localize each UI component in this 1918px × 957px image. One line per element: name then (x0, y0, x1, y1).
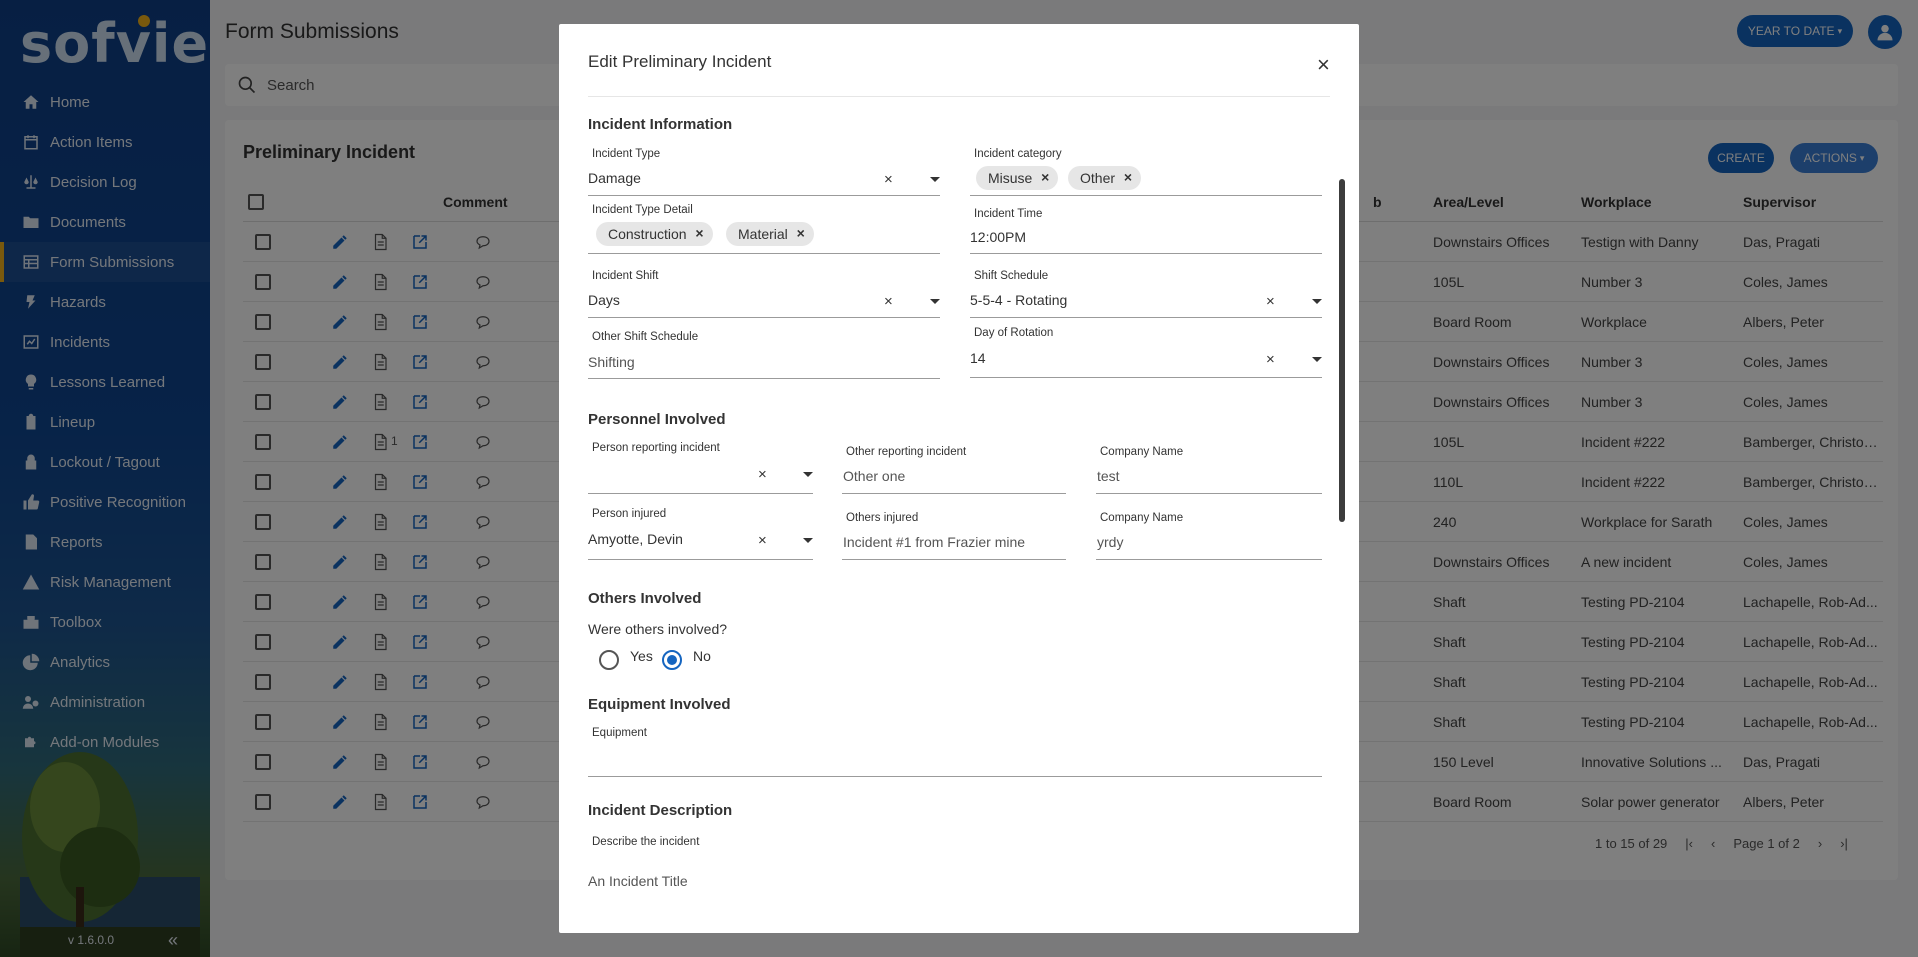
radio-no[interactable] (662, 650, 682, 670)
chip-misuse (976, 166, 1058, 190)
caret-down-icon[interactable] (1312, 357, 1322, 362)
field-value: Shifting (588, 354, 635, 370)
caret-down-icon[interactable] (930, 299, 940, 304)
clear-icon[interactable]: × (758, 532, 767, 549)
chip-remove-icon[interactable]: × (796, 225, 805, 241)
modal-divider (588, 96, 1330, 97)
section-others-involved: Others Involved (588, 590, 702, 607)
section-incident-description: Incident Description (588, 802, 733, 819)
field-label: Others injured (846, 512, 919, 524)
person-reporting-select[interactable] (588, 442, 813, 494)
field-label: Incident Shift (592, 270, 659, 282)
day-of-rotation-select[interactable] (970, 327, 1322, 378)
field-value: Incident #1 from Frazier mine (843, 534, 1026, 550)
field-value: Other one (843, 468, 906, 484)
other-reporting-field[interactable] (842, 446, 1066, 494)
incident-category-select[interactable] (970, 148, 1322, 196)
clear-icon[interactable]: × (1266, 351, 1275, 368)
chip-remove-icon[interactable]: × (1123, 169, 1133, 185)
section-incident-information: Incident Information (588, 116, 733, 133)
chip-remove-icon[interactable]: × (1041, 169, 1050, 185)
person-injured-select[interactable] (588, 508, 813, 560)
field-label: Day of Rotation (974, 327, 1054, 339)
modal-scrollbar[interactable] (1339, 179, 1345, 522)
close-icon[interactable]: × (1317, 52, 1330, 77)
incident-shift-select[interactable] (588, 270, 940, 318)
clear-icon[interactable]: × (884, 171, 893, 188)
clear-icon[interactable]: × (758, 466, 767, 483)
field-value: 12:00PM (970, 229, 1027, 245)
describe-incident-label: Describe the incident (592, 836, 700, 848)
section-personnel-involved: Personnel Involved (588, 411, 726, 428)
section-equipment-involved: Equipment Involved (588, 696, 731, 713)
chip-label: Construction (608, 226, 687, 242)
caret-down-icon[interactable] (1312, 299, 1322, 304)
field-label: Company Name (1100, 512, 1184, 524)
radio-yes[interactable] (599, 650, 619, 670)
modal-title: Edit Preliminary Incident (588, 52, 772, 71)
field-label: Incident Type (592, 148, 661, 160)
field-label: Company Name (1100, 446, 1184, 458)
other-shift-schedule-field[interactable] (588, 331, 940, 379)
shift-schedule-select[interactable] (970, 270, 1322, 318)
field-label: Equipment (592, 727, 647, 739)
chip-material (726, 222, 814, 246)
field-label: Other reporting incident (846, 446, 967, 458)
field-label: Shift Schedule (974, 270, 1049, 282)
field-label: Other Shift Schedule (592, 331, 699, 343)
incident-type-select[interactable] (588, 148, 940, 196)
caret-down-icon[interactable] (803, 538, 813, 543)
chip-label: Material (738, 226, 788, 242)
caret-down-icon[interactable] (930, 177, 940, 182)
others-injured-field[interactable] (842, 512, 1066, 560)
field-label: Incident category (974, 148, 1062, 160)
field-value: Damage (588, 170, 641, 186)
chip-construction (596, 222, 713, 246)
radio-yes-label[interactable]: Yes (630, 648, 653, 664)
radio-no-label[interactable]: No (693, 648, 711, 664)
company-name-field-1[interactable] (1096, 446, 1322, 494)
others-involved-question: Were others involved? (588, 621, 728, 637)
field-value: 5-5-4 - Rotating (970, 292, 1068, 308)
field-value: yrdy (1097, 534, 1124, 550)
clear-icon[interactable]: × (1266, 293, 1275, 310)
incident-type-detail-select[interactable] (588, 204, 940, 254)
field-value: Amyotte, Devin (588, 531, 683, 547)
caret-down-icon[interactable] (803, 472, 813, 477)
describe-incident-field[interactable]: An Incident Title (588, 873, 688, 889)
company-name-field-2[interactable] (1096, 512, 1322, 560)
field-label: Person injured (592, 508, 667, 520)
incident-time-field[interactable] (970, 208, 1322, 254)
equipment-select[interactable] (588, 727, 1322, 777)
field-label: Incident Type Detail (592, 204, 693, 216)
field-value: 14 (970, 350, 986, 366)
field-value: test (1097, 468, 1120, 484)
field-label: Person reporting incident (592, 442, 720, 454)
chip-remove-icon[interactable]: × (695, 225, 704, 241)
chip-label: Misuse (988, 170, 1033, 186)
clear-icon[interactable]: × (884, 293, 893, 310)
field-value: Days (588, 292, 620, 308)
edit-incident-modal (559, 24, 1359, 933)
chip-label: Other (1080, 170, 1116, 186)
chip-other (1068, 166, 1141, 190)
field-label: Incident Time (974, 208, 1043, 220)
